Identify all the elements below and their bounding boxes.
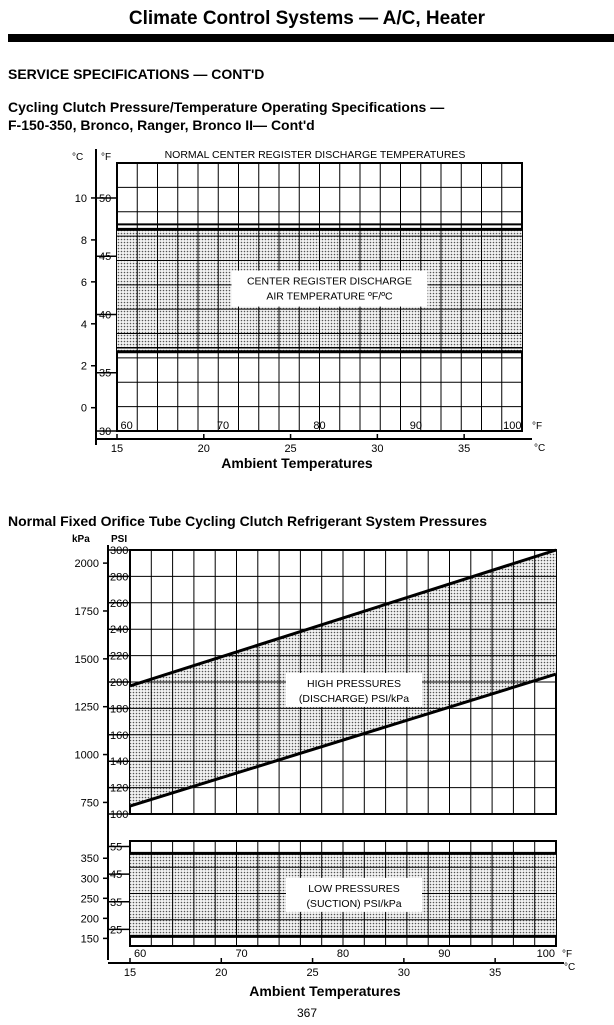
chart2-high-psi-tick-label: 100 <box>110 809 129 821</box>
section-title: SERVICE SPECIFICATIONS — CONT'D <box>8 66 265 82</box>
chart1-xf-tick-label: 60 <box>120 420 133 432</box>
chart1-subtitle: F-150-350, Bronco, Ranger, Bronco II— Cont'd <box>8 117 315 133</box>
chart2-high-psi-tick-label: 140 <box>110 756 129 769</box>
chart2-high-annotation-line2: (DISCHARGE) PSI/kPa <box>298 692 410 705</box>
chart2-xc-tick-label: 20 <box>215 967 228 979</box>
chart2-high-psi-tick-label: 280 <box>110 571 129 584</box>
chart1-title: Cycling Clutch Pressure/Temperature Operating Specifications — <box>8 99 445 115</box>
chart2-high-psi-tick-label: 180 <box>110 703 129 716</box>
chart2-high-psi-tick-label: 300 <box>110 545 129 557</box>
chart1-left-axis-unit: °C <box>72 152 84 163</box>
chart2-high-psi-tick-label: 120 <box>110 782 129 795</box>
chart2-xc-tick-label: 35 <box>489 967 502 979</box>
chart2-xc-tick-label: 25 <box>306 967 319 979</box>
chart2-low-annotation-line2: (SUCTION) PSI/kPa <box>306 897 402 910</box>
chart1-title-block <box>8 98 444 134</box>
chart1-f-tick-label: 45 <box>99 251 112 264</box>
chart2-high-annotation-line1: HIGH PRESSURES <box>307 677 401 690</box>
chart1-xf-tick-label: 90 <box>409 420 423 432</box>
chart2-xf-tick-label: 100 <box>536 948 556 960</box>
chart2-x-primary-unit: °F <box>562 949 573 960</box>
chart1-left-tick-label: 6 <box>80 276 87 289</box>
chart1-xc-tick-label: 30 <box>371 443 384 455</box>
chart2-left-axis-unit: kPa <box>72 534 90 545</box>
chart2-xc-tick-label: 30 <box>397 967 410 979</box>
chart1-xf-tick-label: 80 <box>313 420 326 432</box>
chart2-high-psi-tick-label: 200 <box>110 677 129 689</box>
chart1-left-tick-label: 10 <box>74 192 87 205</box>
chart2-xf-tick-label: 70 <box>235 948 248 960</box>
chart1-left-tick-label: 4 <box>80 318 87 331</box>
chart1-xf-tick-label: 70 <box>216 420 230 432</box>
discharge-temperature-chart <box>0 145 614 485</box>
chart2-low-kpa-tick-label: 250 <box>80 893 99 906</box>
chart2-high-kpa-tick-label: 1000 <box>74 749 99 762</box>
chart2-high-psi-tick-label: 240 <box>110 624 129 637</box>
chart2-low-annotation-line1: LOW PRESSURES <box>308 882 400 895</box>
page-header-title: Climate Control Systems — A/C, Heater <box>128 8 486 29</box>
chart1-f-tick-label: 30 <box>99 426 112 438</box>
chart2-right-axis-unit: PSI <box>111 534 128 545</box>
chart2-low-kpa-tick-label: 200 <box>80 913 99 926</box>
chart2-low-psi-tick-label: 45 <box>110 869 123 882</box>
chart2-title: Normal Fixed Orifice Tube Cycling Clutch Refrigerant System Pressures <box>8 513 487 529</box>
chart2-x-axis-label: Ambient Temperatures <box>249 983 401 999</box>
chart2-low-psi-tick-label: 55 <box>110 841 123 854</box>
chart1-annotation-line1: CENTER REGISTER DISCHARGE <box>246 275 413 288</box>
chart1-x-primary-unit: °F <box>532 421 543 432</box>
chart1-x-secondary-unit: °C <box>534 443 546 454</box>
chart2-low-psi-tick-label: 25 <box>110 924 123 937</box>
chart2-high-kpa-tick-label: 2000 <box>74 558 99 571</box>
chart1-left-tick-label: 8 <box>80 234 87 247</box>
chart1-xc-tick-label: 35 <box>458 443 471 455</box>
header-rule <box>8 34 614 42</box>
chart1-left-tick-label: 0 <box>80 402 87 415</box>
chart2-high-kpa-tick-label: 1750 <box>74 605 99 618</box>
refrigerant-pressure-chart <box>0 532 614 1002</box>
chart1-xf-tick-label: 100 <box>503 420 522 432</box>
chart2-high-kpa-tick-label: 1500 <box>74 653 99 666</box>
chart1-f-tick-label: 35 <box>99 367 112 380</box>
chart1-xc-tick-label: 15 <box>110 443 124 455</box>
chart1-f-tick-label: 40 <box>99 309 112 322</box>
chart2-high-psi-tick-label: 260 <box>110 597 129 610</box>
chart2-xf-tick-label: 90 <box>438 948 451 960</box>
chart2-xf-tick-label: 60 <box>134 948 147 960</box>
chart2-x-secondary-unit: °C <box>564 962 576 973</box>
chart1-right-axis-unit: °F <box>101 152 112 163</box>
chart2-xf-tick-label: 80 <box>336 948 350 960</box>
chart1-x-axis-label: Ambient Temperatures <box>221 455 373 471</box>
chart1-f-tick-label: 50 <box>99 192 112 205</box>
chart2-high-kpa-tick-label: 1250 <box>74 701 99 714</box>
chart2-high-psi-tick-label: 160 <box>110 729 129 742</box>
page-number: 367 <box>296 1006 318 1020</box>
chart2-xc-tick-label: 15 <box>123 967 137 979</box>
chart1-inner-title: NORMAL CENTER REGISTER DISCHARGE TEMPERATURES <box>164 149 466 161</box>
chart2-high-kpa-tick-label: 750 <box>80 797 99 810</box>
chart1-xc-tick-label: 25 <box>284 443 297 455</box>
chart2-low-kpa-tick-label: 350 <box>80 853 99 866</box>
chart1-annotation-line2: AIR TEMPERATURE ºF/ºC <box>266 290 393 303</box>
chart1-left-tick-label: 2 <box>80 360 87 373</box>
chart2-low-kpa-tick-label: 300 <box>80 873 99 886</box>
chart2-low-psi-tick-label: 35 <box>110 896 123 909</box>
chart2-high-psi-tick-label: 220 <box>110 650 129 663</box>
chart1-xc-tick-label: 20 <box>197 443 210 455</box>
chart2-low-kpa-tick-label: 150 <box>80 933 99 946</box>
